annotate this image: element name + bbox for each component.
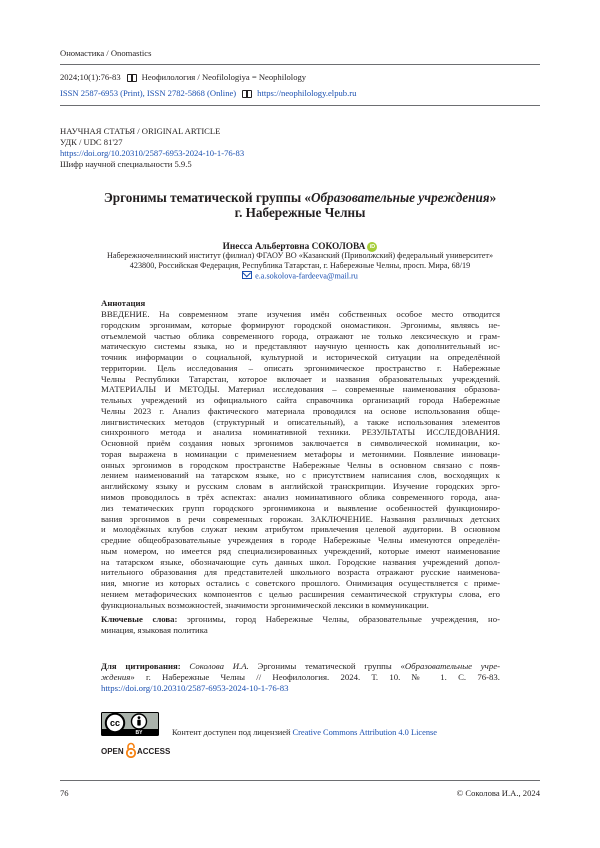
abstract-line: городским эргонимам, которые формируют городской ономастикон. Эргонимы, являясь не- — [101, 319, 500, 330]
author-email-link[interactable]: e.a.sokolova-fardeeva@mail.ru — [255, 271, 358, 281]
abstract-line: нением метафорических компонентов с целью расширения семантической структуры слова, его — [101, 588, 500, 599]
book-icon — [242, 90, 252, 97]
journal-section: Ономастика / Onomastics — [60, 48, 152, 58]
svg-text:cc: cc — [109, 718, 121, 729]
issue-info: 2024;10(1):76-83 — [60, 72, 121, 82]
abstract-line: на татарском языке, обозначающие суть данных школ. Городские названия учреждений допол- — [101, 556, 500, 567]
keywords-line-2: минация, языковая политика — [101, 624, 208, 635]
cite-heading: Для цитирования: — [101, 661, 181, 671]
abstract-line: лиз тематических групп городского эргонимикона и выявление особенностей функциониро- — [101, 502, 500, 513]
abstract-line: торая выражена в номинации с применением метафоры и метонимии. Появление инноваци- — [101, 448, 500, 459]
author-name: Инесса Альбертовна СОКОЛОВА — [222, 242, 366, 252]
abstract-line: и молодёжных клубов служат неким атрибутом привлечения целевой аудитории. В основном — [101, 524, 500, 535]
abstract-line: ным номером, но имеется ряд специализированных учреждений, которые имеют наименование — [101, 545, 500, 556]
license-link[interactable]: Creative Commons Attribution 4.0 License — [292, 728, 437, 737]
page-number: 76 — [60, 788, 69, 798]
cc-by-license-badge[interactable] — [101, 712, 159, 736]
book-icon — [127, 74, 137, 81]
abstract-line: ния, многие из которых остались с советского прошлого. Онимизация осуществляется с приме- — [101, 578, 500, 589]
abstract-line: лингвистических методов (структурный и описательный), а также использования элементов — [101, 416, 500, 427]
issn-line — [60, 88, 356, 99]
open-lock-icon — [127, 744, 135, 758]
orcid-icon[interactable]: iD — [367, 242, 377, 252]
article-title — [60, 190, 540, 220]
abstract-line: онных эргонимов в городском пространстве Набережные Челны в основном связано с появ- — [101, 459, 500, 470]
affiliation — [60, 251, 540, 282]
abstract-line: ВВЕДЕНИЕ. На современном этапе изучения имён собственных особое место отводится — [101, 309, 500, 319]
doi-link[interactable]: https://doi.org/10.20310/2587-6953-2024-10-1-76-83 — [60, 148, 245, 158]
abstract-line: синхронного метода и анализа номинативной техники. РЕЗУЛЬТАТЫ ИССЛЕДОВАНИЯ. — [101, 427, 500, 438]
affiliation-line-1: Набережночелнинский институт (филиал) ФГАОУ ВО «Казанский (Приволжский) федеральный университет» — [106, 251, 494, 260]
abstract-line: отъемлемой частью облика современного города, отражают не только лексическую и грам- — [101, 330, 500, 341]
email-line — [60, 271, 540, 282]
footer-divider — [60, 780, 540, 781]
specialty-code: Шифр научной специальности 5.9.5 — [60, 159, 192, 169]
abstract-heading: Аннотация — [101, 298, 146, 308]
license-text: Контент доступен под лицензией — [172, 728, 293, 737]
license-line — [172, 728, 437, 737]
abstract-text — [101, 309, 500, 610]
keywords — [101, 614, 500, 636]
abstract-line: Челны 2023 г. Анализ фактического материала проводился на основе использования обще- — [101, 405, 500, 416]
svg-text:ACCESS: ACCESS — [137, 747, 171, 756]
abstract-line: лением наименований на татарском языке, но с присутствием написания слов, восходящих к — [101, 470, 500, 481]
abstract-line: английскому языку и русским словам в английской транскрипции. Изучение городских эрго- — [101, 481, 500, 492]
abstract-line: вания эргонимов в речи современных горожан. ЗАКЛЮЧЕНИЕ. Названия различных детских — [101, 513, 500, 524]
affiliation-line-2: 423800, Российская Федерация, Республика Татарстан, г. Набережные Челны, просп. Мира, 68/19 — [129, 261, 471, 271]
title-line-2: г. Набережные Челны — [234, 205, 366, 220]
title-line-1: Эргонимы тематической группы «Образовательные учреждения» — [103, 190, 497, 205]
svg-text:OPEN: OPEN — [101, 747, 124, 756]
open-access-logo — [101, 742, 173, 756]
article-type: НАУЧНАЯ СТАТЬЯ / ORIGINAL ARTICLE — [60, 126, 221, 136]
header-divider — [60, 64, 540, 65]
envelope-icon — [242, 271, 252, 279]
abstract-line: средние общеобразовательные учреждения в городе Набережные Челны именуются определён- — [101, 535, 500, 546]
cc-by-label: BY — [135, 730, 143, 736]
abstract-line: матическую системы языка, но и представляют научную ценность как дополнительный ис- — [101, 341, 500, 352]
journal-url-link[interactable]: https://neophilology.elpub.ru — [257, 88, 357, 98]
abstract-line: нимов проводилось в трёх аспектах: анализ номинативного облика современного города, ана- — [101, 492, 500, 503]
abstract-line: функциональных возможностей, значимости эргонимической лексики в коммуникации. — [101, 599, 429, 610]
issue-line — [60, 72, 306, 83]
abstract-line: Челны Республики Татарстан, которое включает и названия образовательных учреждений. — [101, 373, 500, 384]
abstract-line: Основной приём создания новых эргонимов заключается в символической номинации, ко- — [101, 438, 500, 449]
citation: Для цитирования: Соколова И.А. Эргонимы тематической группы «Образовательные учре- ждения» г. Набережные Челны // Неофилология. 2024. Т. 10. № 1. С. 76-83. https://doi.org/10.20310/2587-6953-2024-10-1-76-83 — [101, 661, 501, 693]
udk: УДК / UDC 81'27 — [60, 137, 123, 147]
abstract-line: МАТЕРИАЛЫ И МЕТОДЫ. Материал исследования – современные наименования образова- — [101, 384, 500, 395]
abstract-line: точник информации о социальной, культурной и исторической ситуации на определённой — [101, 352, 500, 363]
keywords-line-1: эргонимы, город Набережные Челны, образовательные учреждения, но- — [177, 614, 500, 624]
header-divider-2 — [60, 105, 540, 106]
abstract-line: тельных учреждений из официального сайта справочника организаций города Набережные — [101, 395, 500, 406]
issn: ISSN 2587-6953 (Print), ISSN 2782-5868 (Online) — [60, 88, 237, 98]
copyright: © Соколова И.А., 2024 — [456, 788, 540, 798]
cite-doi-link[interactable]: https://doi.org/10.20310/2587-6953-2024-10-1-76-83 — [101, 682, 289, 693]
abstract-line: территории. Цель исследования – описать эргонимическое пространство г. Набережные — [101, 362, 500, 373]
keywords-heading: Ключевые слова: — [101, 614, 178, 624]
journal-names: Неофилология / Neofilologiya = Neophilology — [141, 72, 307, 82]
abstract-line: нительного образования для представителей школьного возраста отражают русские наименова- — [101, 567, 500, 578]
cite-author: Соколова И.А. — [180, 661, 249, 671]
